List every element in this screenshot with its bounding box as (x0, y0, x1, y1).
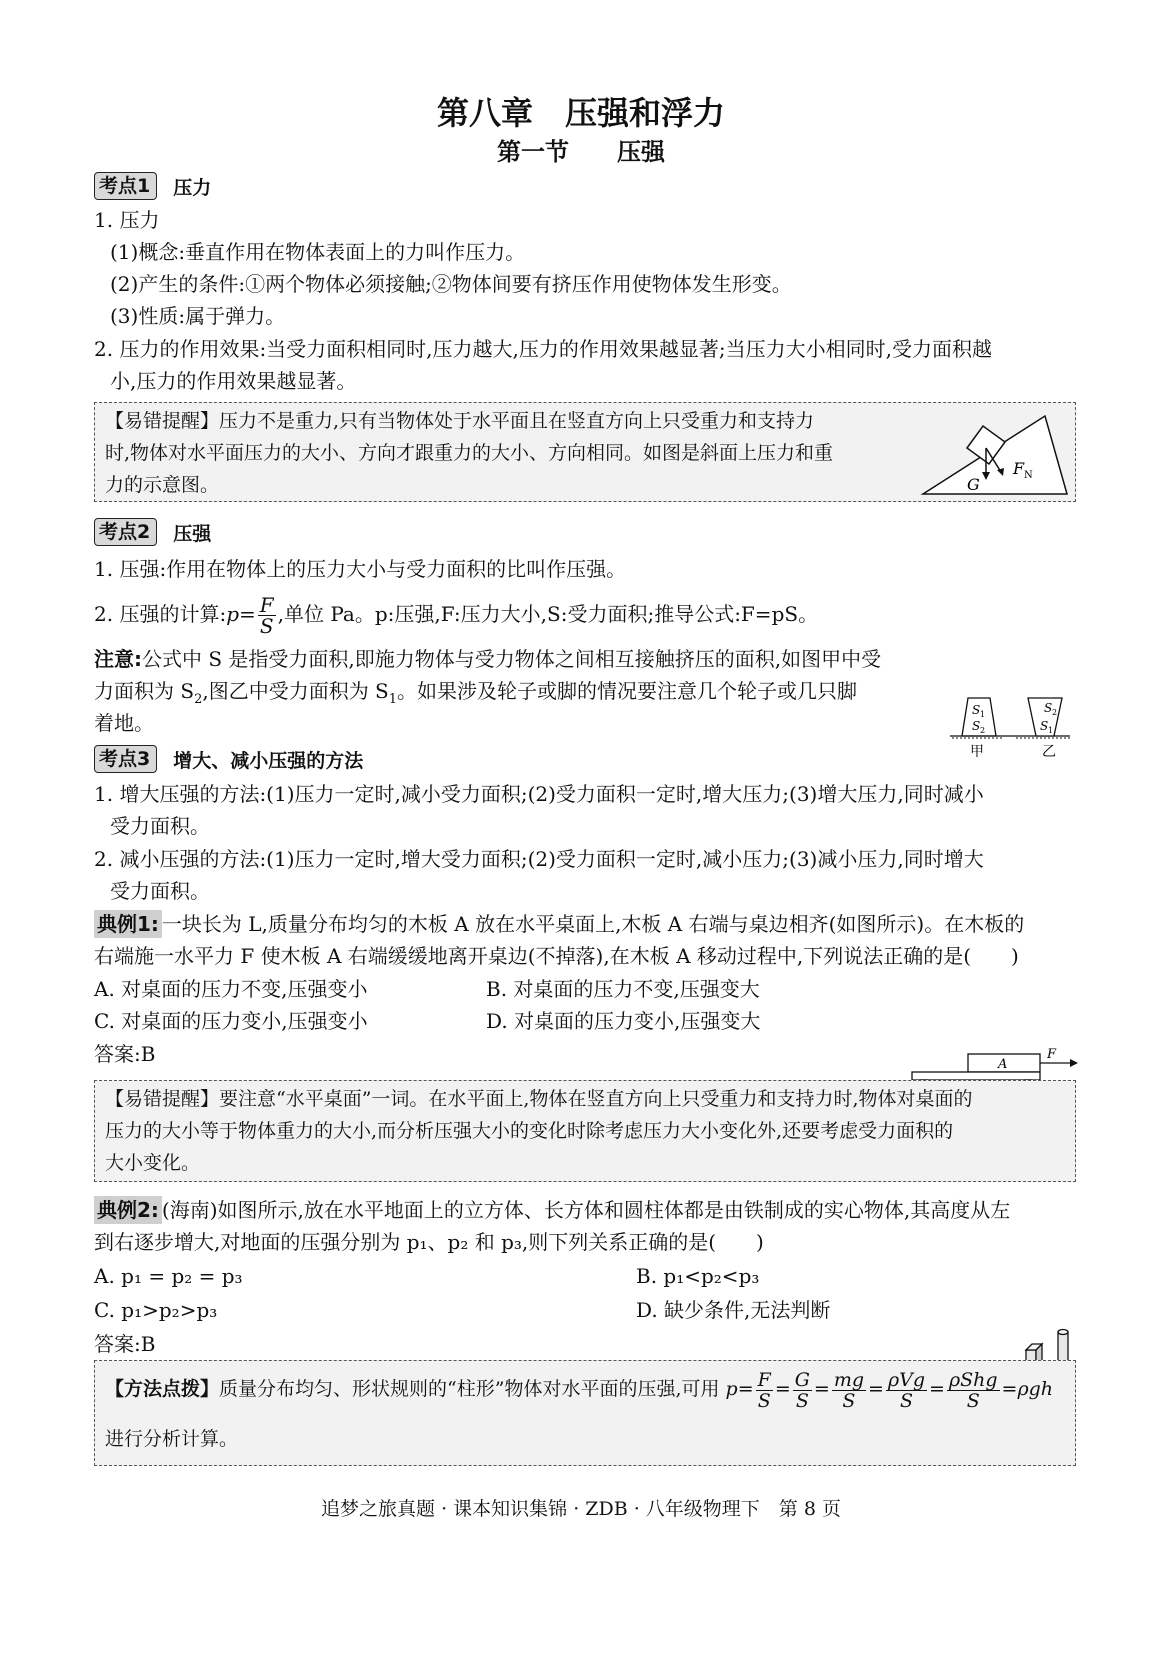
kaodian1-header (94, 172, 211, 200)
k2-frac-num: F (259, 593, 274, 617)
ex1-option-d: D. 对桌面的压力变小,压强变大 (486, 1009, 761, 1033)
k2-fraction (258, 595, 276, 636)
method-eq5: = (929, 1378, 945, 1400)
ex2-option-b: B. p₁<p₂<p₃ (636, 1264, 760, 1288)
k2-note-line3: 着地。 (94, 711, 154, 735)
k2-note-2a: 力面积为 S (94, 679, 195, 703)
incline-figure (915, 410, 1075, 500)
fig-g-label: G (967, 475, 980, 494)
k3-line2: 受力面积。 (110, 814, 210, 838)
ex1-line2: 右端施一水平力 F 使木板 A 右端缓缓地离开桌边(不掉落),在木板 A 移动过程中,下列说法正确的是( ) (94, 944, 1019, 968)
k1-line2: (1)概念:垂直作用在物体表面上的力叫作压力。 (110, 240, 526, 264)
kaodian1-title: 压力 (173, 176, 212, 199)
k2-note-2a-sub: 2 (194, 692, 203, 707)
ex1-option-b: B. 对桌面的压力不变,压强变大 (486, 977, 760, 1001)
fig-yi-s1-sub: 1 (1048, 726, 1054, 735)
fig-jia-s2: S (972, 719, 981, 733)
k3-line4: 受力面积。 (110, 879, 210, 903)
k2-line2 (94, 592, 818, 636)
k2-calc-label: 2. 压强的计算: (94, 602, 227, 626)
ex1-label: 典例1: (94, 910, 162, 938)
ex2-option-c: C. p₁>p₂>p₃ (94, 1298, 218, 1322)
k1-line4: (3)性质:属于弹力。 (110, 304, 286, 328)
fig-yi-s2-sub: 2 (1052, 708, 1058, 717)
ex2-answer: 答案:B (94, 1332, 156, 1356)
k3-line3: 2. 减小压强的方法:(1)压力一定时,增大受力面积;(2)受力面积一定时,减小压力;(3)减小压力,同时增大 (94, 847, 984, 871)
k2-p: p (226, 602, 239, 626)
fig-jia-s1: S (972, 703, 981, 717)
method-frac1-den: S (757, 1389, 771, 1412)
k2-note-label: 注意: (94, 647, 142, 671)
method-line2: 进行分析计算。 (105, 1428, 239, 1450)
kaodian3-tag: 考点3 (94, 745, 157, 773)
method-line1 (105, 1365, 1053, 1413)
method-label: 【方法点拨】 (105, 1378, 220, 1400)
kaodian3-header (94, 745, 363, 773)
method-frac2-den: S (795, 1389, 809, 1412)
k2-note-2c: 。如果涉及轮子或脚的情况要注意几个轮子或几只脚 (397, 679, 858, 703)
fig-board-a: A (998, 1057, 1008, 1072)
tip2-line1: 【易错提醒】要注意“水平桌面”一词。在水平面上,物体在竖直方向上只受重力和支持力时,物体对桌面的 (105, 1088, 973, 1110)
kaodian1-tag: 考点1 (94, 172, 157, 200)
method-eq4: = (868, 1378, 884, 1400)
fig-yi-label: 乙 (1042, 744, 1056, 760)
k2-note-line2 (94, 677, 857, 714)
method-eq2: = (774, 1378, 791, 1400)
method-frac1-num: F (757, 1368, 771, 1391)
k2-eq: = (239, 602, 256, 626)
k2-line1: 1. 压强:作用在物体上的压力大小与受力面积的比叫作压强。 (94, 557, 627, 581)
method-frac2-num: G (794, 1368, 810, 1391)
method-p: p (725, 1378, 738, 1400)
k2-note-2b: ,图乙中受力面积为 S (202, 679, 389, 703)
ex2-text1: (海南)如图所示,放在水平地面上的立方体、长方体和圆柱体都是由铁制成的实心物体,其高度从左 (161, 1198, 1011, 1222)
method-frac5-num: ρShg (948, 1368, 998, 1391)
method-frac4-den: S (899, 1389, 913, 1412)
ex2-line1 (94, 1196, 1010, 1224)
fig-fn-label: F (1013, 459, 1025, 478)
ex1-option-c: C. 对桌面的压力变小,压强变小 (94, 1009, 368, 1033)
tip2-line3: 大小变化。 (105, 1152, 201, 1174)
method-frac1 (756, 1370, 773, 1411)
ex1-line1 (94, 910, 1024, 938)
method-end: =ρgh (1001, 1378, 1054, 1400)
method-frac5 (947, 1370, 1000, 1411)
tip1-line1: 【易错提醒】压力不是重力,只有当物体处于水平面且在竖直方向上只受重力和支持力 (105, 410, 815, 432)
fig-force-f: F (1047, 1047, 1057, 1062)
fig-yi-s2: S (1044, 701, 1053, 715)
method-frac4-num: ρVg (887, 1368, 926, 1391)
kaodian2-header (94, 518, 211, 546)
section-title: 第一节 压强 (497, 137, 665, 166)
fig-fn-sub: N (1024, 470, 1033, 481)
k2-note-line1 (94, 645, 881, 673)
tip2-line2: 压力的大小等于物体重力的大小,而分析压强大小的变化时除考虑压力大小变化外,还要考虑受力面积的 (105, 1120, 954, 1142)
fig-jia-s2-sub: 2 (980, 726, 986, 735)
method-box (94, 1360, 1076, 1466)
tip-box-2 (94, 1080, 1076, 1182)
ex1-option-a: A. 对桌面的压力不变,压强变小 (94, 977, 368, 1001)
tip1-line2: 时,物体对水平面压力的大小、方向才跟重力的大小、方向相同。如图是斜面上压力和重 (105, 442, 834, 464)
k2-unit: ,单位 Pa。 (277, 602, 375, 626)
method-frac2 (793, 1370, 812, 1411)
k2-note-2b-sub: 1 (388, 692, 398, 707)
method-frac3-num: mg (833, 1368, 865, 1391)
k1-line3: (2)产生的条件:①两个物体必须接触;②物体间要有挤压作用使物体发生形变。 (110, 272, 792, 296)
ex2-line2: 到右逐步增大,对地面的压强分别为 p₁、p₂ 和 p₃,则下列关系正确的是( ) (94, 1230, 764, 1254)
fig-yi-s1: S (1040, 719, 1049, 733)
method-frac5-den: S (966, 1389, 980, 1412)
method-text: 质量分布均匀、形状规则的“柱形”物体对水平面的压强,可用 (219, 1378, 720, 1400)
kaodian2-title: 压强 (173, 522, 212, 545)
ex1-answer: 答案:B (94, 1042, 156, 1066)
k3-line1: 1. 增大压强的方法:(1)压力一定时,减小受力面积;(2)受力面积一定时,增大压力;(3)增大压力,同时减小 (94, 782, 984, 806)
fig-jia-s1-sub: 1 (980, 710, 986, 719)
chapter-title: 第八章 压强和浮力 (436, 94, 725, 132)
fig-jia-label: 甲 (970, 744, 984, 760)
k2-frac-den: S (259, 614, 274, 638)
area-figure (950, 694, 1070, 764)
ex2-option-a: A. p₁ = p₂ = p₃ (94, 1264, 243, 1288)
method-frac4 (886, 1370, 927, 1411)
method-eq1: = (737, 1378, 754, 1400)
page-footer: 追梦之旅真题 · 课本知识集锦 · ZDB · 八年级物理下 第 8 页 (321, 1498, 841, 1520)
kaodian3-title: 增大、减小压强的方法 (173, 749, 364, 772)
ex2-option-d: D. 缺少条件,无法判断 (636, 1298, 831, 1322)
k2-note-text1: 公式中 S 是指受力面积,即施力物体与受力物体之间相互接触挤压的面积,如图甲中受 (142, 647, 882, 671)
k2-vars: p:压强,F:压力大小,S:受力面积;推导公式:F=pS。 (374, 602, 819, 626)
method-eq3: = (813, 1378, 830, 1400)
tip1-line3: 力的示意图。 (105, 474, 220, 496)
ex2-label: 典例2: (94, 1196, 162, 1224)
method-frac3 (832, 1370, 866, 1411)
ex1-text1: 一块长为 L,质量分布均匀的木板 A 放在水平桌面上,木板 A 右端与桌边相齐(如图所示)。在木板的 (161, 912, 1025, 936)
k1-line1: 1. 压力 (94, 208, 160, 232)
k1-line6: 小,压力的作用效果越显著。 (110, 369, 357, 393)
method-frac3-den: S (842, 1389, 856, 1412)
kaodian2-tag: 考点2 (94, 518, 157, 546)
k1-line5: 2. 压力的作用效果:当受力面积相同时,压力越大,压力的作用效果越显著;当压力大小相同时,受力面积越 (94, 337, 992, 361)
